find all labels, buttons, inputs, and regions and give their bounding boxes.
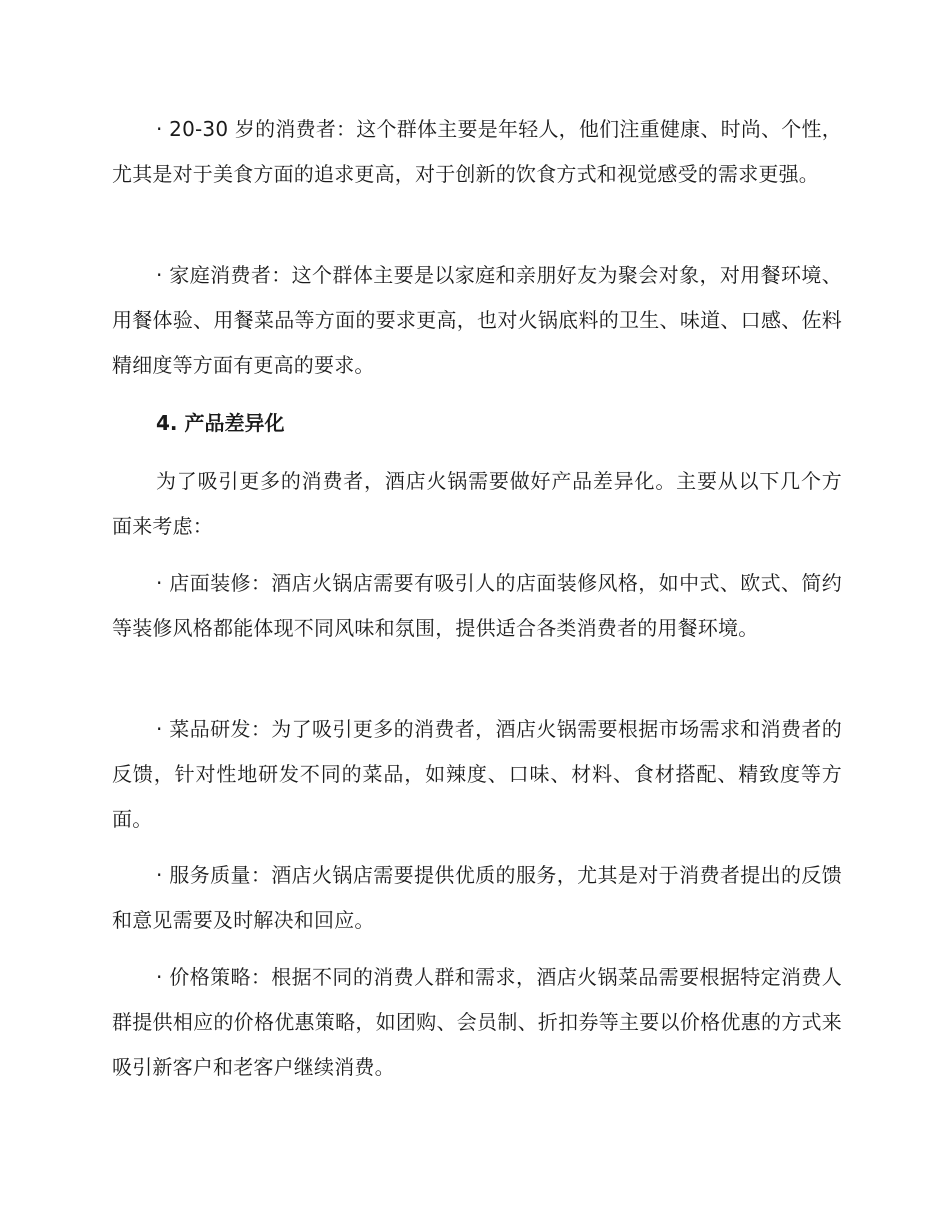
intro-paragraph: 为了吸引更多的消费者，酒店火锅需要做好产品差异化。主要从以下几个方面来考虑： <box>112 469 842 538</box>
list-item-decoration: · 店面装修：酒店火锅店需要有吸引人的店面装修风格，如中式、欧式、简约等装修风格都能体现不同风味和氛围，提供适合各类消费者的用餐环境。 <box>112 571 842 640</box>
section-heading: 4. 产品差异化 <box>156 411 285 435</box>
list-item-service-quality: · 服务质量：酒店火锅店需要提供优质的服务，尤其是对于消费者提出的反馈和意见需要及时解决和回应。 <box>112 863 842 932</box>
paragraph-consumers-20-30: · 20-30 岁的消费者：这个群体主要是年轻人，他们注重健康、时尚、个性，尤其是对于美食方面的追求更高，对于创新的饮食方式和视觉感受的需求更强。 <box>112 117 842 186</box>
paragraph-family-consumers: · 家庭消费者：这个群体主要是以家庭和亲朋好友为聚会对象，对用餐环境、用餐体验、用餐菜品等方面的要求更高，也对火锅底料的卫生、味道、口感、佐料精细度等方面有更高的要求。 <box>112 263 842 377</box>
list-item-pricing-strategy: · 价格策略：根据不同的消费人群和需求，酒店火锅菜品需要根据特定消费人群提供相应的价格优惠策略，如团购、会员制、折扣券等主要以价格优惠的方式来吸引新客户和老客户继续消费。 <box>112 965 842 1079</box>
list-item-dish-development: · 菜品研发：为了吸引更多的消费者，酒店火锅需要根据市场需求和消费者的反馈，针对性地研发不同的菜品，如辣度、口味、材料、食材搭配、精致度等方面。 <box>112 717 842 831</box>
